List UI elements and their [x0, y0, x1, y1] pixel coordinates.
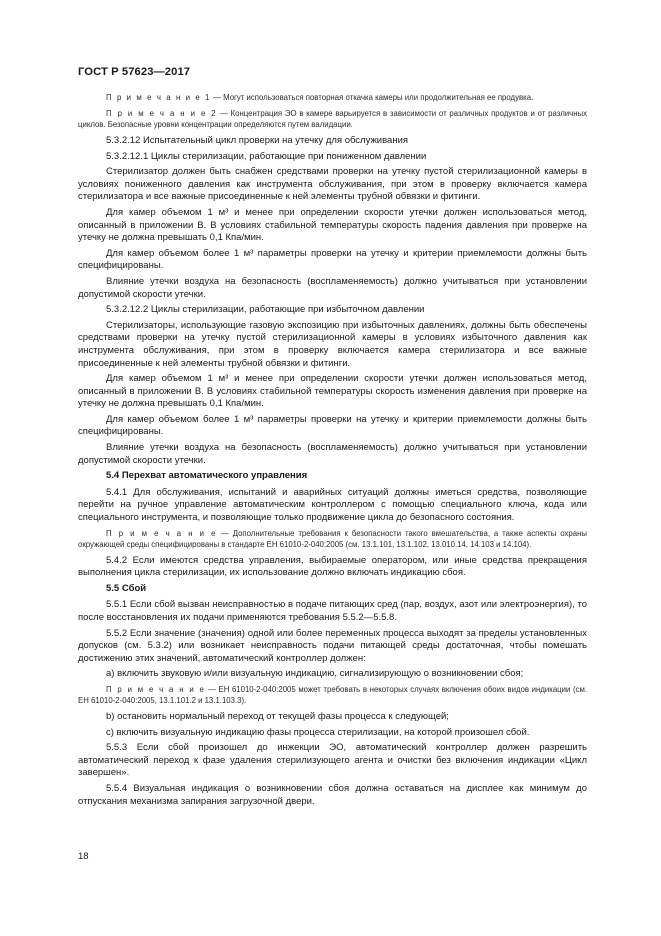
body-paragraph: 5.3.2.12.1 Циклы стерилизации, работающие при пониженном давлении	[106, 150, 427, 162]
body-paragraph: Для камер объемом 1 м³ и менее при определении скорости утечки должен использоваться метод, описанный в приложении В. В условиях стабильной температуры скорость падения давления при проверке на утечку не должна превышать 0,1 Кпа/мин.	[78, 206, 587, 244]
note-paragraph	[78, 528, 587, 550]
section-heading: 5.5 Сбой	[106, 582, 147, 594]
body-paragraph: 5.3.2.12 Испытательный цикл проверки на утечку для обслуживания	[106, 135, 409, 146]
body-paragraph: b) остановить нормальный переход от текущей фазы процесса к следующей;	[106, 710, 449, 722]
body-paragraph: 5.5.1 Если сбой вызван неисправностью в подаче питающих сред (пар, воздух, азот или электроэнергия), то после восстановления их подачи применяются требования 5.5.2—5.5.8.	[78, 599, 587, 623]
body-paragraph: 5.5.2 Если значение (значения) одной или более переменных процесса выходят за пределы установленных допусков (см. 5.3.2) или возникает неисправность подачи питающей среды достаточная, чтобы помешать достижению этих значений, автоматический контроллер должен:	[78, 627, 587, 664]
note-text: — ЕН 61010-2-040:2005 может требовать в некоторых случаях включения обоих видов индикации (см. ЕН 61010-2-040:2005, 13.1.101.2 и 13.1.103.3).	[78, 684, 587, 705]
body-paragraph: Стерилизатор должен быть снабжен средствами проверки на утечку пустой стерилизационной камеры в условиях пониженного давления как инструмента обслуживания, при этом в проверку включается камера стерилизатора и все важные присоединенные к ней элементы трубной обвязки и фитинги.	[78, 166, 587, 203]
body-paragraph: Для камер объемом 1 м³ и менее при определении скорости утечки должен использоваться метод, описанный в приложении В. В условиях стабильной температуры скорость изменения давления при проверке на утечку не должна превышать 0,1 Кпа/мин.	[78, 373, 587, 410]
document-header: ГОСТ Р 57623—2017	[78, 66, 191, 78]
note-paragraph	[78, 684, 587, 706]
body-paragraph: а) включить звуковую и/или визуальную индикацию, сигнализирующую о возникновении сбоя;	[106, 668, 524, 680]
document-body	[78, 92, 587, 811]
body-paragraph: Для камер объемом более 1 м³ параметры проверки на утечку и критерии приемлемости должны быть специфицированы.	[78, 413, 587, 438]
body-paragraph: 5.4.2 Если имеются средства управления, выбираемые оператором, или иные средства прекращения выполнения цикла стерилизации, их использование должно включать индикацию сбоя.	[78, 554, 587, 579]
note-label: П р и м е ч а н и е	[106, 528, 218, 538]
body-paragraph: Стерилизаторы, использующие газовую экспозицию при избыточных давлениях, должны быть обеспечены средствами проверки на утечку пустой стерилизационной камеры в условиях избыточного давления как инструмента обслуживания, при этом в проверку включается камера стерилизатора и все важные присоединенные к ней элементы трубной обвязки и фитинги.	[78, 319, 587, 369]
note-text: — Могут использоваться повторная откачка камеры или продолжительная ее продувка.	[211, 93, 534, 102]
body-paragraph: Для камер объемом более 1 м³ параметры проверки на утечку и критерии приемлемости должны быть специфицированы.	[78, 247, 587, 272]
body-paragraph: 5.5.3 Если сбой произошел до инжекции ЭО, автоматический контроллер должен разрешить автоматический переход к фазе удаления стерилизующего агента и очистки без включения индикации «Цикл завершен».	[78, 742, 587, 779]
body-paragraph: 5.4.1 Для обслуживания, испытаний и аварийных ситуаций должны иметься средства, позволяющие перейти на ручное управление автоматическим контроллером с помощью специального ключа, кода или специального инструмента, и позволяющие только продвижение цикла до безопасного состояния.	[78, 486, 587, 524]
body-paragraph: Влияние утечки воздуха на безопасность (воспламеняемость) должно учитываться при установлении допустимой скорости утечки.	[78, 442, 587, 466]
note-paragraph	[78, 108, 587, 130]
page-number: 18	[78, 851, 89, 862]
note-text: — Концентрация ЭО в камере варьируется в зависимости от различных продуктов и от различных циклов. Безопасные уровни концентрации определяются путем валидации.	[78, 109, 588, 129]
note-label: П р и м е ч а н и е	[106, 684, 206, 694]
body-paragraph: 5.5.4 Визуальная индикация о возникновении сбоя должна оставаться на дисплее как минимум до отпускания механизма запирания загрузочной двери.	[78, 782, 587, 807]
note-label: П р и м е ч а н и е 2	[106, 109, 218, 118]
note-text: — Дополнительные требования к безопасности такого вмешательства, а также аспекты охраны окружающей среды специфицированы в стандарте ЕН 61010-2-040:2005 (см. 13.1.101, 13.1.102, 13.010.14, 14.103 и 14.104).	[78, 528, 587, 549]
section-heading: 5.4 Перехват автоматического управления	[106, 470, 308, 482]
note-label: П р и м е ч а н и е 1	[106, 93, 211, 102]
note-paragraph	[78, 92, 587, 103]
body-paragraph: с) включить визуальную индикацию фазы процесса стерилизации, на которой произошел сбой.	[106, 726, 530, 738]
body-paragraph: 5.3.2.12.2 Циклы стерилизации, работающие при избыточном давлении	[106, 304, 425, 316]
body-paragraph: Влияние утечки воздуха на безопасность (воспламеняемость) должно учитываться при установлении допустимой скорости утечки.	[78, 275, 587, 300]
